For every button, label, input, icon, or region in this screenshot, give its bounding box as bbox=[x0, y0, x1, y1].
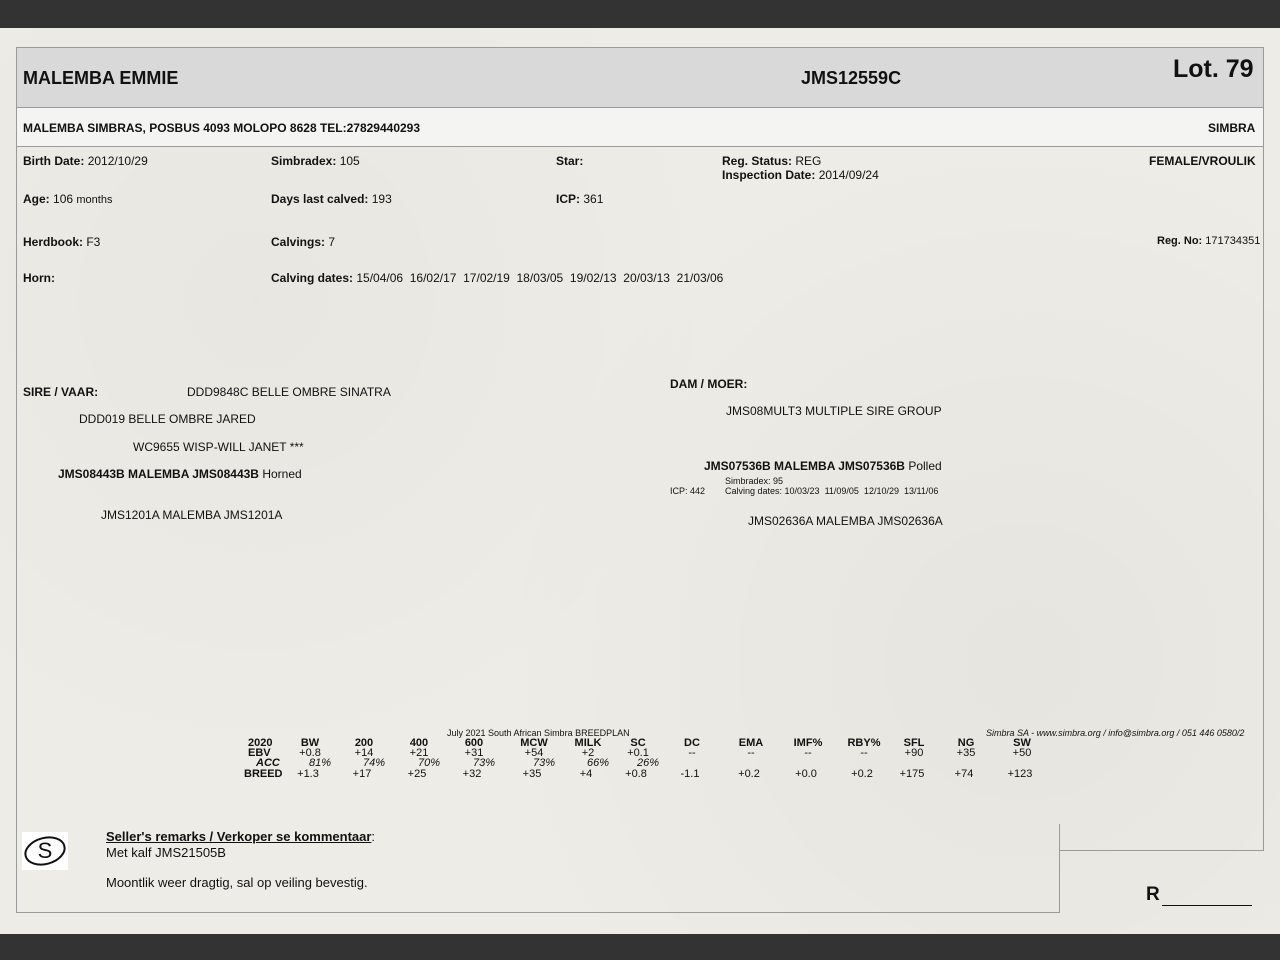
ebv-column-header: SW bbox=[1013, 737, 1031, 749]
reg-no bbox=[1157, 235, 1260, 247]
ebv-table bbox=[240, 738, 1040, 782]
bottom-bar bbox=[0, 934, 1280, 960]
ebv-column-header: 400 bbox=[409, 737, 429, 749]
breed-value: +35 bbox=[522, 768, 542, 780]
ebv-column-header: SC bbox=[630, 737, 646, 749]
lot-number: Lot. 79 bbox=[1173, 55, 1254, 83]
ebv-year: 2020 bbox=[248, 737, 273, 749]
dam-label: DAM / MOER: bbox=[670, 377, 748, 391]
sire-sire-sire: DDD019 BELLE OMBRE JARED bbox=[79, 412, 256, 426]
ebv-value: -- bbox=[688, 747, 696, 759]
calving-dates bbox=[271, 271, 723, 285]
frame-right bbox=[1263, 147, 1264, 850]
calving-dates-value: 15/04/06 16/02/17 17/02/19 18/03/05 19/02/13 20/03/13 21/03/06 bbox=[356, 271, 724, 285]
calvings bbox=[271, 235, 335, 249]
sire-dam: WC9655 WISP-WILL JANET *** bbox=[133, 440, 304, 454]
acc-value: 26% bbox=[636, 757, 660, 769]
ebv-value: -- bbox=[747, 747, 755, 759]
sire-sire: DDD9848C BELLE OMBRE SINATRA bbox=[187, 385, 391, 399]
breedplan-contact: Simbra SA - www.simbra.org / info@simbra.org / 051 446 0580/2 bbox=[986, 728, 1245, 738]
calvings-label: Calvings: bbox=[271, 235, 326, 249]
header-band bbox=[16, 47, 1264, 108]
simbra-logo-icon bbox=[22, 832, 68, 870]
catalogue-page bbox=[0, 28, 1280, 934]
dam-simbradex: Simbradex: 95 bbox=[725, 476, 784, 486]
frame-bottom bbox=[16, 912, 1060, 913]
remarks-line-1: Met kalf JMS21505B bbox=[106, 845, 226, 860]
breed-value: +32 bbox=[462, 768, 482, 780]
acc-value: 70% bbox=[417, 757, 441, 769]
breed-value: +1.3 bbox=[297, 768, 319, 780]
ebv-value: -- bbox=[860, 747, 868, 759]
age-value: 106 bbox=[53, 192, 74, 206]
ebv-column-header: SFL bbox=[903, 737, 925, 749]
ebv-column-header: BW bbox=[300, 737, 320, 749]
svg-text:S: S bbox=[37, 838, 53, 863]
breed-label: SIMBRA bbox=[1208, 121, 1256, 135]
sire-dam-2: JMS1201A MALEMBA JMS1201A bbox=[101, 508, 283, 522]
age bbox=[23, 192, 112, 206]
herdbook-value: F3 bbox=[86, 235, 101, 249]
registration-id: JMS12559C bbox=[801, 68, 902, 88]
herdbook bbox=[23, 235, 100, 249]
breed-value: -1.1 bbox=[680, 768, 700, 780]
breed-value: +25 bbox=[407, 768, 427, 780]
acc-value: 73% bbox=[472, 757, 496, 769]
breed-row-label: BREED bbox=[244, 768, 283, 780]
frame-left bbox=[16, 147, 17, 913]
top-bar bbox=[0, 0, 1280, 28]
breed-value: +175 bbox=[899, 768, 925, 780]
ebv-column-header: IMF% bbox=[793, 737, 823, 749]
sire-horn-status: Horned bbox=[262, 467, 302, 481]
inspection-date-value: 2014/09/24 bbox=[818, 168, 879, 182]
acc-row-label: ACC bbox=[256, 757, 280, 769]
price-field bbox=[1146, 884, 1252, 906]
breed-value: +17 bbox=[352, 768, 372, 780]
days-last-calved-value: 193 bbox=[371, 192, 392, 206]
ebv-value: +0.8 bbox=[299, 747, 321, 759]
ebv-value: +31 bbox=[464, 747, 484, 759]
dam bbox=[704, 459, 942, 473]
calving-dates-label: Calving dates: bbox=[271, 271, 354, 285]
dam-icp: ICP: 442 bbox=[670, 486, 706, 496]
breed-value: +4 bbox=[579, 768, 593, 780]
ebv-value: +14 bbox=[354, 747, 374, 759]
sex-label: FEMALE/VROULIK bbox=[1149, 154, 1256, 168]
ebv-value: +0.1 bbox=[627, 747, 649, 759]
reg-status bbox=[722, 154, 879, 182]
ebv-value: +2 bbox=[581, 747, 595, 759]
breedplan-title: July 2021 South African Simbra BREEDPLAN bbox=[447, 728, 630, 738]
dam-dam: JMS02636A MALEMBA JMS02636A bbox=[748, 514, 943, 528]
ebv-column-header: 600 bbox=[464, 737, 484, 749]
ebv-column-header: EMA bbox=[738, 737, 764, 749]
reg-status-value: REG bbox=[795, 154, 822, 168]
price-blank-line bbox=[1162, 889, 1252, 906]
breed-value: +74 bbox=[954, 768, 974, 780]
age-unit: months bbox=[76, 194, 113, 206]
days-last-calved bbox=[271, 192, 392, 206]
icp-label: ICP: bbox=[556, 192, 580, 206]
remarks-colon: : bbox=[371, 829, 376, 844]
remarks-line-2: Moontlik weer dragtig, sal op veiling bevestig. bbox=[106, 875, 368, 890]
breed-value: +0.0 bbox=[795, 768, 817, 780]
breed-value: +123 bbox=[1007, 768, 1033, 780]
dam-calving-dates: Calving dates: 10/03/23 11/09/05 12/10/29 13/11/06 bbox=[725, 486, 939, 496]
sire-id: JMS08443B MALEMBA JMS08443B bbox=[58, 467, 259, 481]
owner-address: MALEMBA SIMBRAS, POSBUS 4093 MOLOPO 8628 TEL:27829440293 bbox=[23, 121, 421, 135]
ebv-value: -- bbox=[804, 747, 812, 759]
ebv-column-header: DC bbox=[684, 737, 700, 749]
simbradex-label: Simbradex: bbox=[271, 154, 337, 168]
remarks-heading bbox=[106, 829, 375, 844]
acc-value: 73% bbox=[532, 757, 556, 769]
ebv-value: +50 bbox=[1012, 747, 1032, 759]
herdbook-label: Herdbook: bbox=[23, 235, 83, 249]
ebv-value: +35 bbox=[956, 747, 976, 759]
inspection-date-label: Inspection Date: bbox=[722, 168, 816, 182]
ebv-column-header: RBY% bbox=[847, 737, 881, 749]
reg-status-label: Reg. Status: bbox=[722, 154, 793, 168]
dam-sire: JMS08MULT3 MULTIPLE SIRE GROUP bbox=[726, 404, 942, 418]
ebv-column-header: NG bbox=[957, 737, 975, 749]
acc-value: 74% bbox=[362, 757, 386, 769]
icp-value: 361 bbox=[583, 192, 604, 206]
remarks-title: Seller's remarks / Verkoper se kommentaar bbox=[106, 829, 372, 844]
remarks-divider bbox=[1059, 824, 1060, 913]
breed-value: +0.2 bbox=[851, 768, 873, 780]
price-currency: R bbox=[1146, 884, 1160, 905]
breed-value: +0.2 bbox=[738, 768, 760, 780]
icp bbox=[556, 192, 603, 206]
simbra-logo bbox=[22, 832, 68, 870]
age-label: Age: bbox=[23, 192, 50, 206]
simbradex bbox=[271, 154, 360, 168]
acc-value: 66% bbox=[586, 757, 610, 769]
animal-name: MALEMBA EMMIE bbox=[23, 68, 179, 88]
ebv-value: +21 bbox=[409, 747, 429, 759]
birth-date bbox=[23, 154, 148, 168]
acc-value: 81% bbox=[308, 757, 332, 769]
birth-date-label: Birth Date: bbox=[23, 154, 85, 168]
ebv-column-header: 200 bbox=[354, 737, 374, 749]
simbradex-value: 105 bbox=[339, 154, 360, 168]
breed-value: +0.8 bbox=[625, 768, 647, 780]
horn-label: Horn: bbox=[23, 271, 55, 285]
price-box-divider bbox=[1060, 850, 1264, 851]
ebv-row-label: EBV bbox=[248, 747, 271, 759]
sire-label: SIRE / VAAR: bbox=[23, 385, 99, 399]
days-last-calved-label: Days last calved: bbox=[271, 192, 369, 206]
reg-no-label: Reg. No: bbox=[1157, 235, 1203, 247]
dam-horn-status: Polled bbox=[908, 459, 942, 473]
calvings-value: 7 bbox=[328, 235, 336, 249]
birth-date-value: 2012/10/29 bbox=[87, 154, 148, 168]
ebv-column-header: MILK bbox=[574, 737, 602, 749]
ebv-value: +54 bbox=[524, 747, 544, 759]
sire bbox=[58, 467, 302, 481]
ebv-column-header: MCW bbox=[520, 737, 548, 749]
reg-no-value: 171734351 bbox=[1205, 235, 1261, 247]
dam-id: JMS07536B MALEMBA JMS07536B bbox=[704, 459, 905, 473]
ebv-value: +90 bbox=[904, 747, 924, 759]
star-label: Star: bbox=[556, 154, 584, 168]
